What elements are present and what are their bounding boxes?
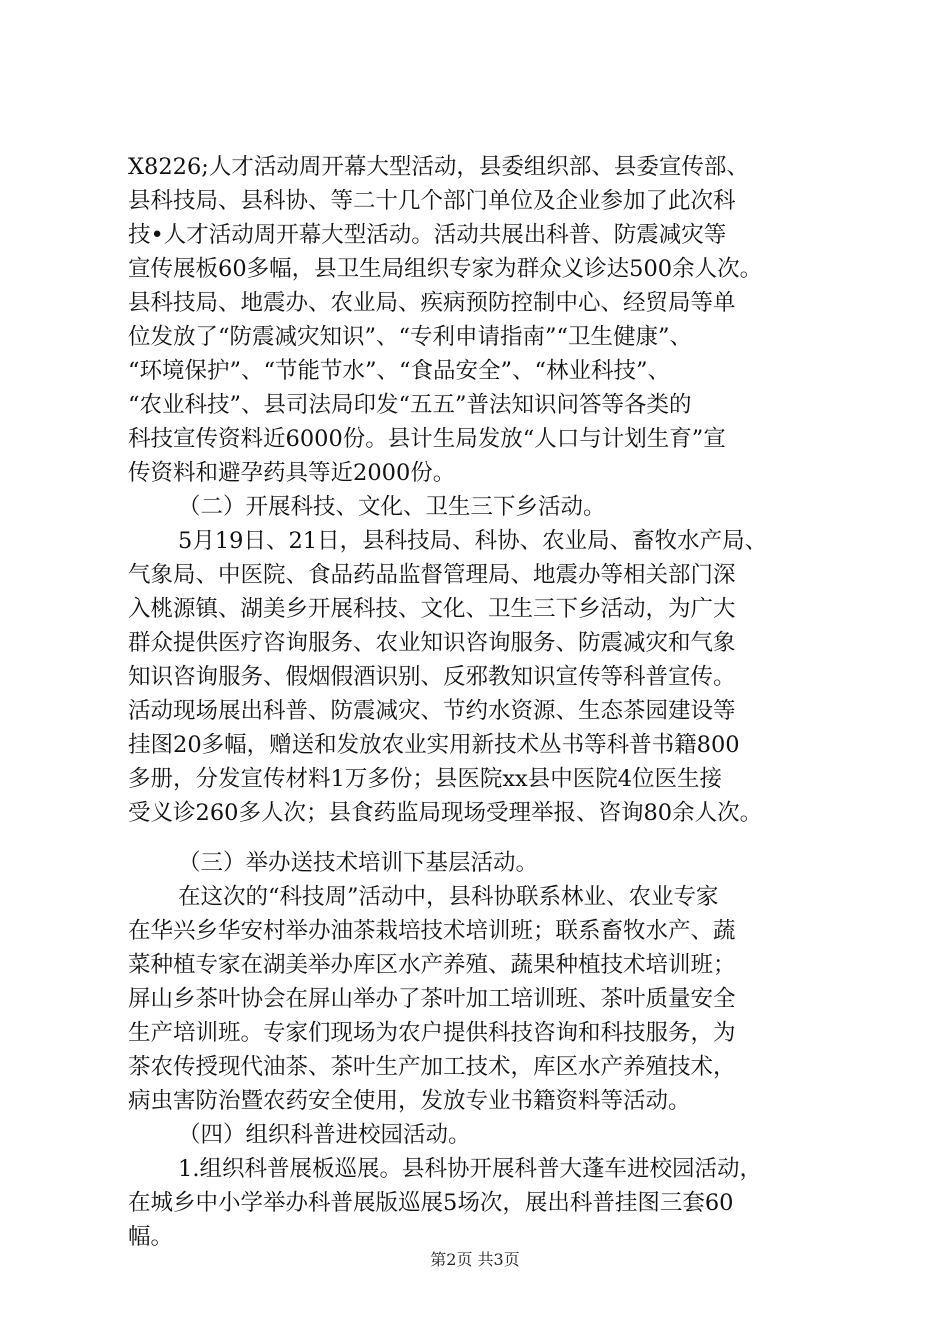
body-line: 在华兴乡华安村举办油茶栽培技术培训班；联系畜牧水产、蔬	[128, 918, 736, 944]
body-line: 生产培训班。专家们现场为农户提供科技咨询和科技服务，为	[128, 1020, 736, 1046]
body-line: 在这次的“科技周”活动中，县科协联系林业、农业专家	[178, 884, 719, 910]
body-line: 菜种植专家在湖美举办库区水产养殖、蔬果种植技术培训班；	[128, 952, 736, 978]
body-line: “农业科技”、县司法局印发“五五”普法知识问答等各类的	[128, 392, 692, 418]
body-line: 挂图20多幅，赠送和发放农业实用新技术丛书等科普书籍800	[128, 732, 740, 758]
page-number: 第2页 共3页	[430, 1250, 520, 1269]
body-line: 5月19日、21日，县科技局、科协、农业局、畜牧水产局、	[178, 528, 768, 554]
body-line: 茶农传授现代油茶、茶叶生产加工技术，库区水产养殖技术，	[128, 1054, 736, 1080]
body-line: 在城乡中小学举办科普展版巡展5场次，展出科普挂图三套60	[128, 1190, 734, 1216]
body-line: 幅。	[128, 1224, 174, 1250]
body-line: 气象局、中医院、食品药品监督管理局、地震办等相关部门深	[128, 562, 736, 588]
body-line: 活动现场展出科普、防震减灾、节约水资源、生态茶园建设等	[128, 698, 736, 724]
body-line: “环境保护”、“节能节水”、“食品安全”、“林业科技”、	[128, 358, 671, 384]
body-line: 传资料和避孕药具等近2000份。	[128, 460, 456, 486]
body-line: 受义诊260多人次；县食药监局现场受理举报、咨询80余人次。	[128, 800, 763, 826]
body-line: X8226;人才活动周开幕大型活动，县委组织部、县委宣传部、	[128, 154, 749, 180]
section-heading: （四）组织科普进校园活动。	[178, 1122, 471, 1148]
body-line: 县科技局、县科协、等二十几个部门单位及企业参加了此次科	[128, 188, 736, 214]
section-heading: （二）开展科技、文化、卫生三下乡活动。	[178, 494, 606, 520]
body-line: 位发放了“防震减灾知识”、“专利申请指南”“卫生健康”、	[128, 324, 693, 350]
body-line: 多册，分发宣传材料1万多份；县医院xx县中医院4位医生接	[128, 766, 723, 792]
body-line: 入桃源镇、湖美乡开展科技、文化、卫生三下乡活动，为广大	[128, 596, 736, 622]
body-line: 知识咨询服务、假烟假酒识别、反邪教知识宣传等科普宣传。	[128, 664, 736, 690]
body-line: 1.组织科普展板巡展。县科协开展科普大蓬车进校园活动，	[178, 1156, 762, 1182]
body-line: 屏山乡茶叶协会在屏山举办了茶叶加工培训班、茶叶质量安全	[128, 986, 736, 1012]
body-line: 科技宣传资料近6000份。县计生局发放“人口与计划生育”宣	[128, 426, 726, 452]
body-line: 宣传展板60多幅，县卫生局组织专家为群众义诊达500余人次。	[128, 256, 763, 282]
body-line: 县科技局、地震办、农业局、疾病预防控制中心、经贸局等单	[128, 290, 736, 316]
body-line: 技•人才活动周开幕大型活动。活动共展出科普、防震减灾等	[128, 222, 727, 248]
section-heading: （三）举办送技术培训下基层活动。	[178, 850, 539, 876]
body-line: 群众提供医疗咨询服务、农业知识咨询服务、防震减灾和气象	[128, 630, 736, 656]
body-line: 病虫害防治暨农药安全使用，发放专业书籍资料等活动。	[128, 1088, 691, 1114]
